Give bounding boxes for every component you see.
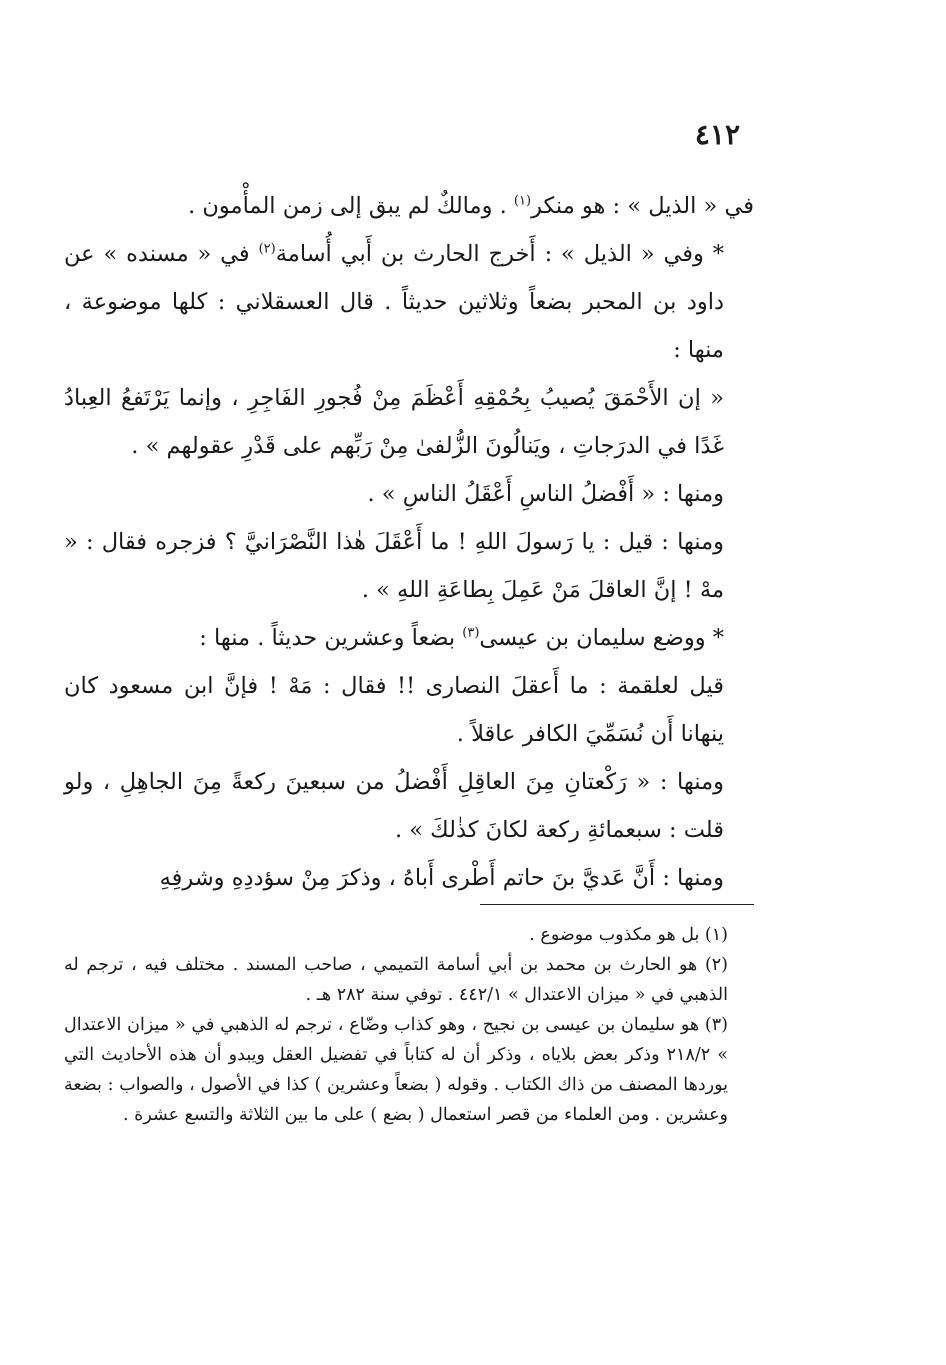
paragraph: قيل لعلقمة : ما أَعقلَ النصارى !! فقال : مَهْ ! فإنَّ ابن مسعود كان ينهانا أَن نُسَمِّيَ الكافر عاقلاً . (64, 673, 724, 747)
footnote-ref: (١) (513, 193, 532, 209)
footnote-ref: (٣) (462, 625, 480, 641)
paragraph: * ووضع سليمان بن عيسى$^{(٣)}$ بضعاً وعشرين حديثاً . منها : (199, 625, 724, 651)
paragraph: في « الذيل » : هو منكر$^{(١)}$ . ومالكٌ لم يبق إلى زمن المأْمون . (188, 193, 754, 219)
paragraph: * وفي « الذيل » : أَخرج الحارث بن أَبي أُسامة$^{(٢)}$ في « مسنده » عن داود بن المحبر بضعاً وثلاثين حديثاً . قال العسقلاني : كلها موضوعة ، منها : (64, 241, 725, 363)
paragraph: ومنها : أَنَّ عَديَّ بنَ حاتم أَطْرى أَباهُ ، وذكرَ مِنْ سؤددِهِ وشرفِهِ (159, 865, 724, 891)
footnote: (٢) هو الحارث بن محمد بن أبي أسامة التميمي ، صاحب المسند . مختلف فيه ، ترجم له الذهبي في « ميزان الاعتدال » ٤٤٢/١ . توفي سنة ٢٨٢ هـ . (64, 955, 728, 1005)
footnote-divider (480, 904, 754, 905)
footnote-ref: (٢) (258, 241, 276, 257)
page-number: ٤١٢ (694, 118, 740, 151)
paragraph: ومنها : « أَفْضلُ الناسِ أَعْقَلُ الناسِ » . (367, 481, 724, 507)
paragraph: ومنها : « رَكْعتانِ مِنَ العاقِلِ أَفْضلُ من سبعينَ ركعةً مِنَ الجاهِلِ ، ولو قلت : سبعمائةِ ركعة لكانَ كذٰلكَ » . (64, 769, 724, 843)
footnote: (٣) هو سليمان بن عيسى بن نجيح ، وهو كذاب وضّاع ، ترجم له الذهبي في « ميزان الاعتدال » ٢١٨/٢ وذكر بعض بلاياه ، وذكر أن له كتاباً في تفضيل العقل ويبدو أن هذه الأحاديث التي يوردها المصنف من ذاك الكتاب . وقوله ( بضعاً وعشرين ) كذا في الأصول ، والصواب : بضعة وعشرين . ومن العلماء من قصر استعمال ( بضع ) على ما بين الثلاثة والتسع عشرة . (64, 1015, 728, 1125)
main-text (64, 182, 754, 902)
footnote: (١) بل هو مكذوب موضوع . (529, 925, 728, 945)
paragraph: ومنها : قيل : يا رَسولَ اللهِ ! ما أَعْقَلَ هٰذا النَّصْرَانيَّ ؟ فزجره فقال : « مهْ ! إنَّ العاقلَ مَنْ عَمِلَ بِطاعَةِ اللهِ » . (64, 529, 724, 603)
footnotes (64, 920, 754, 1130)
paragraph: « إن الأَحْمَقَ يُصيبُ بِحُمْقِهِ أَعْظَمَ مِنْ فُجورِ الفَاجِرِ ، وإنما يَرْتَفعُ العِبادُ غَدًا في الدرَجاتِ ، ويَنالُونَ الزُّلفىٰ مِنْ رَبِّهم على قَدْرِ عقولهم » . (64, 385, 724, 459)
